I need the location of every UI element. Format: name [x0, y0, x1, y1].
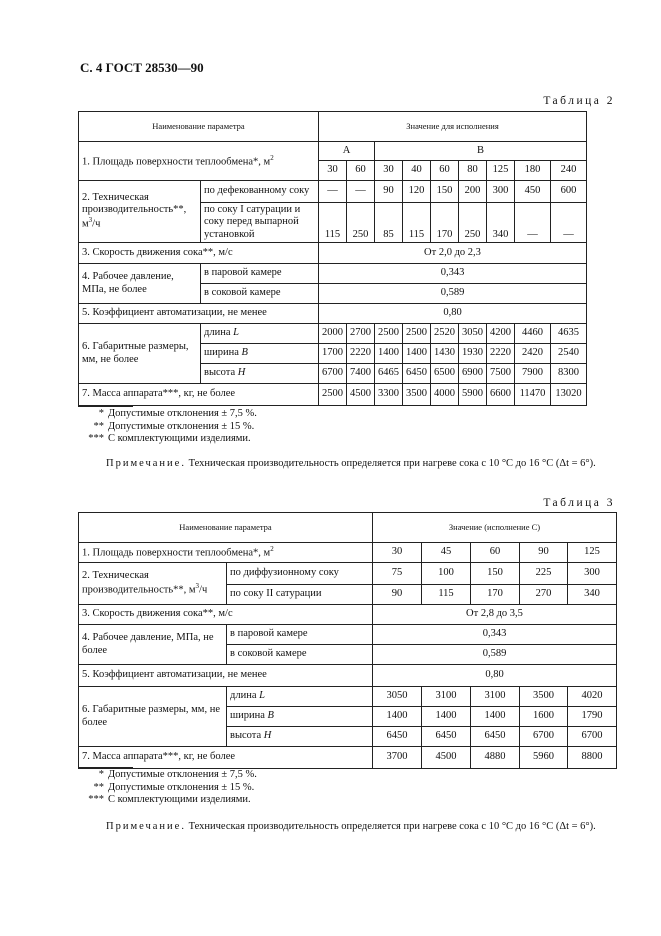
dimension-value: 3500: [520, 687, 568, 707]
dimension-value: 1930: [459, 344, 487, 364]
dimension-row-label: длина L: [201, 324, 319, 344]
table3-header-value: Значение (исполнение С): [373, 513, 617, 543]
capacity-value: 150: [431, 181, 459, 203]
table3-area-label: 1. Площадь поверхности теплообмена*, $м^2$: [79, 543, 373, 563]
dimension-value: 2700: [347, 324, 375, 344]
capacity-value: 450: [515, 181, 551, 203]
table2-footnotes: [70, 408, 257, 446]
dimension-value: 4200: [487, 324, 515, 344]
table2-capacity-label: 2. Техническая производительность**, $м^3/ч$: [79, 181, 201, 243]
capacity-value: 300: [487, 181, 515, 203]
area-value: 60: [347, 161, 375, 181]
capacity-value: 200: [459, 181, 487, 203]
capacity-value: 170: [471, 585, 520, 605]
dimension-value: 7400: [347, 364, 375, 384]
dimension-value: 7500: [487, 364, 515, 384]
capacity-value: —: [319, 181, 347, 203]
note-text: Техническая производительность определяется при нагреве сока с 10 °С до 16 °С (Δt = 6°).: [188, 458, 596, 469]
capacity-value: —: [347, 181, 375, 203]
footnote-mark: ***: [88, 433, 104, 444]
table2-area-label: 1. Площадь поверхности теплообмена*, $м^2$: [79, 142, 319, 181]
area-value: 60: [431, 161, 459, 181]
table3-capacity-label: 2. Техническая производительность**, $м^3/ч$: [79, 563, 227, 605]
dimension-value: 8300: [551, 364, 587, 384]
footnote: [70, 782, 257, 795]
dimension-row-label: высота H: [201, 364, 319, 384]
mass-value: 4500: [347, 384, 375, 406]
mass-value: 4880: [471, 747, 520, 769]
capacity-value: —: [551, 203, 587, 243]
area-value: 240: [551, 161, 587, 181]
table2-dimensions-label: 6. Габаритные размеры, мм, не более: [79, 324, 201, 384]
dimension-value: 2000: [319, 324, 347, 344]
dimension-value: 6700: [568, 727, 617, 747]
dimension-value: 1600: [520, 707, 568, 727]
dimension-value: 1790: [568, 707, 617, 727]
mass-value: 2500: [319, 384, 347, 406]
dimension-value: 2220: [487, 344, 515, 364]
table2-dimension-row: [79, 324, 587, 344]
dimension-value: 1430: [431, 344, 459, 364]
mass-value: 3500: [403, 384, 431, 406]
footnote-text: Допустимые отклонения ± 7,5 %.: [108, 408, 257, 419]
footnote-mark: *: [98, 408, 104, 419]
table2-automation-value: 0,80: [319, 304, 587, 324]
capacity-value: 120: [403, 181, 431, 203]
table2-automation-label: 5. Коэффициент автоматизации, не менее: [79, 304, 319, 324]
footnote: [70, 794, 257, 807]
dimension-value: 1400: [422, 707, 471, 727]
note-label: Примечание.: [106, 458, 186, 469]
dimension-value: 2520: [431, 324, 459, 344]
table2-speed-value: От 2,0 до 2,3: [319, 243, 587, 264]
mass-value: 3700: [373, 747, 422, 769]
mass-value: 11470: [515, 384, 551, 406]
dimension-value: 6450: [373, 727, 422, 747]
dimension-value: 2500: [403, 324, 431, 344]
dimension-value: 1400: [471, 707, 520, 727]
capacity-value: 100: [422, 563, 471, 585]
table3-automation-label: 5. Коэффициент автоматизации, не менее: [79, 665, 373, 687]
dimension-value: 3050: [373, 687, 422, 707]
footnote-text: Допустимые отклонения ± 15 %.: [108, 420, 255, 432]
dimension-row-label: длина L: [227, 687, 373, 707]
area-value: 125: [568, 543, 617, 563]
dimension-value: 6450: [403, 364, 431, 384]
dimension-value: 3100: [471, 687, 520, 707]
table3-footnote-rule: [78, 767, 133, 768]
capacity-value: 250: [347, 203, 375, 243]
dimension-row-label: ширина B: [227, 707, 373, 727]
table2-pressure-row-label: в соковой камере: [201, 284, 319, 304]
table3-note: [106, 821, 596, 832]
dimension-value: 4020: [568, 687, 617, 707]
footnote-text: С комплектующими изделиями.: [108, 794, 251, 805]
area-value: 60: [471, 543, 520, 563]
capacity-value: 75: [373, 563, 422, 585]
footnote-mark: *: [98, 769, 104, 780]
table3-dimension-row: [79, 687, 617, 707]
table3-speed-label: 3. Скорость движения сока**, м/с: [79, 605, 373, 625]
area-value: 180: [515, 161, 551, 181]
capacity-value: 340: [487, 203, 515, 243]
table2-pressure-value: 0,343: [319, 264, 587, 284]
table2-header-name: Наименование параметра: [79, 112, 319, 142]
table3-pressure-row-label: в соковой камере: [227, 645, 373, 665]
table2-note: [106, 458, 596, 469]
table3-pressure-label: 4. Рабочее давление, МПа, не более: [79, 625, 227, 665]
capacity-value: 85: [375, 203, 403, 243]
area-value: 80: [459, 161, 487, 181]
dimension-value: 6465: [375, 364, 403, 384]
capacity-value: 170: [431, 203, 459, 243]
table3-pressure-value: 0,589: [373, 645, 617, 665]
dimension-value: 7900: [515, 364, 551, 384]
table2-mass-label: 7. Масса аппарата***, кг, не более: [79, 384, 319, 406]
dimension-value: 2540: [551, 344, 587, 364]
capacity-row-label: по дефекованному соку: [201, 181, 319, 203]
table3-area-row: [79, 543, 617, 563]
page-header: С. 4 ГОСТ 28530—90: [80, 60, 204, 75]
footnote-mark: **: [93, 420, 104, 432]
mass-value: 8800: [568, 747, 617, 769]
capacity-value: 90: [375, 181, 403, 203]
capacity-value: 340: [568, 585, 617, 605]
dimension-value: 1400: [373, 707, 422, 727]
dimension-value: 1400: [375, 344, 403, 364]
table2-mass-row: [79, 384, 587, 406]
dimension-value: 6900: [459, 364, 487, 384]
table3-automation-value: 0,80: [373, 665, 617, 687]
capacity-row-label: по соку II сатурации: [227, 585, 373, 605]
capacity-value: 225: [520, 563, 568, 585]
dimension-value: 6700: [520, 727, 568, 747]
footnote-text: Допустимые отклонения ± 15 %.: [108, 781, 255, 793]
area-value: 90: [520, 543, 568, 563]
dimension-value: 6450: [422, 727, 471, 747]
table2-footnote-rule: [78, 406, 133, 407]
table3: [78, 512, 617, 769]
capacity-value: 270: [520, 585, 568, 605]
dimension-row-label: высота H: [227, 727, 373, 747]
capacity-value: 600: [551, 181, 587, 203]
note-label: Примечание.: [106, 821, 186, 832]
dimension-value: 6500: [431, 364, 459, 384]
dimension-value: 2420: [515, 344, 551, 364]
dimension-value: 6700: [319, 364, 347, 384]
table3-pressure-value: 0,343: [373, 625, 617, 645]
footnote-mark: ***: [88, 794, 104, 805]
table3-header-name: Наименование параметра: [79, 513, 373, 543]
table3-dimensions-label: 6. Габаритные размеры, мм, не более: [79, 687, 227, 747]
table2-exec-b: В: [375, 142, 587, 161]
capacity-value: —: [515, 203, 551, 243]
capacity-value: 115: [422, 585, 471, 605]
footnote: [70, 421, 257, 434]
footnote-mark: **: [93, 781, 104, 793]
dimension-value: 2500: [375, 324, 403, 344]
mass-value: 5900: [459, 384, 487, 406]
capacity-value: 250: [459, 203, 487, 243]
dimension-row-label: ширина B: [201, 344, 319, 364]
capacity-value: 115: [319, 203, 347, 243]
mass-value: 4000: [431, 384, 459, 406]
footnote-text: Допустимые отклонения ± 7,5 %.: [108, 769, 257, 780]
area-value: 45: [422, 543, 471, 563]
area-value: 125: [487, 161, 515, 181]
table2-exec-a: А: [319, 142, 375, 161]
table2-header-value: Значение для исполнения: [319, 112, 587, 142]
dimension-value: 2220: [347, 344, 375, 364]
mass-value: 13020: [551, 384, 587, 406]
dimension-value: 4635: [551, 324, 587, 344]
table2: [78, 111, 587, 406]
capacity-value: 115: [403, 203, 431, 243]
capacity-row-label: по соку I сатурации и соку перед выпарной установкой: [201, 203, 319, 243]
mass-value: 5960: [520, 747, 568, 769]
note-text: Техническая производительность определяется при нагреве сока с 10 °С до 16 °С (Δt = 6°).: [188, 821, 596, 832]
table3-caption: Таблица 3: [543, 497, 615, 509]
area-value: 40: [403, 161, 431, 181]
footnote: [70, 769, 257, 782]
table2-pressure-row-label: в паровой камере: [201, 264, 319, 284]
table3-footnotes: [70, 769, 257, 807]
footnote: [70, 408, 257, 421]
mass-value: 3300: [375, 384, 403, 406]
table2-speed-label: 3. Скорость движения сока**, м/с: [79, 243, 319, 264]
mass-value: 4500: [422, 747, 471, 769]
table3-capacity-row-1: [79, 563, 617, 585]
footnote-text: С комплектующими изделиями.: [108, 433, 251, 444]
capacity-value: 150: [471, 563, 520, 585]
table3-mass-row: [79, 747, 617, 769]
table3-pressure-row-label: в паровой камере: [227, 625, 373, 645]
area-value: 30: [375, 161, 403, 181]
mass-value: 6600: [487, 384, 515, 406]
table3-speed-value: От 2,8 до 3,5: [373, 605, 617, 625]
dimension-value: 3050: [459, 324, 487, 344]
dimension-value: 1700: [319, 344, 347, 364]
table3-mass-label: 7. Масса аппарата***, кг, не более: [79, 747, 373, 769]
dimension-value: 3100: [422, 687, 471, 707]
table2-capacity-row-1: [79, 181, 587, 203]
table2-caption: Таблица 2: [543, 95, 615, 107]
dimension-value: 4460: [515, 324, 551, 344]
table2-pressure-label: 4. Рабочее давление, МПа, не более: [79, 264, 201, 304]
area-value: 30: [373, 543, 422, 563]
table2-pressure-value: 0,589: [319, 284, 587, 304]
dimension-value: 1400: [403, 344, 431, 364]
area-value: 30: [319, 161, 347, 181]
capacity-row-label: по диффузионному соку: [227, 563, 373, 585]
footnote: [70, 433, 257, 446]
dimension-value: 6450: [471, 727, 520, 747]
capacity-value: 300: [568, 563, 617, 585]
capacity-value: 90: [373, 585, 422, 605]
